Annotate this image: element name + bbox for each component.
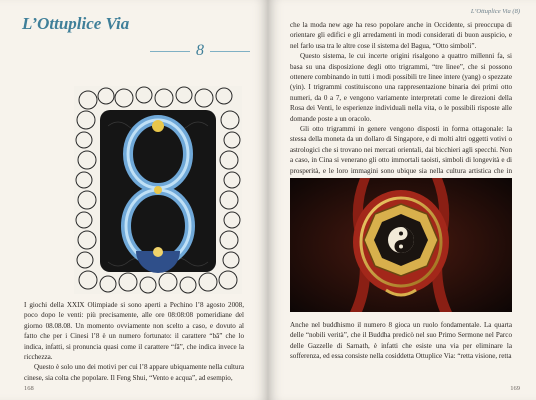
chapter-rule-right (210, 51, 250, 52)
right-body-text-bottom (290, 320, 512, 362)
figure-eight-illustration (74, 86, 242, 294)
right-paragraph-3: Gli otto trigrammi in genere vengono disposti in forma ottagonale: la stessa della moneta da un dollaro di Singapore, e di molti altri oggetti votivi o astrologici che si trovano nei mercati orientali, dai bicchieri agli specchi. Non a caso, in Cina si venerano gli otto immortali taoisti, simboli di longevità e di prosperità, e le loro immagini sono ubique sia nella cultura artistica che in (290, 125, 512, 175)
right-body-text-top (290, 20, 512, 187)
chapter-title: L’Ottuplice Via (22, 14, 130, 33)
chapter-number (150, 42, 250, 60)
left-body-text (24, 300, 244, 383)
running-header: L’Ottuplice Via (8) (470, 8, 520, 15)
right-paragraph-4: Anche nel buddhismo il numero 8 gioca un ruolo fondamentale. La quarta delle “nobili verità”, che il Buddha predicò nel suo Primo Sermone nel Parco delle Gazzelle di Sarnath, è infatti che esiste una via per eliminare la sofferenza, ed essa consiste nella cosiddetta Ottuplice Via: “retta visione, retta (290, 321, 512, 361)
right-page (268, 0, 536, 400)
right-paragraph-1: che la moda new age ha reso popolare anche in Occidente, si preoccupa di orientare gli edifici e gli arredamenti in modi considerati di buon auspicio, e nel farlo usa tra le altre cose il sistema del Bagua, “Otto simboli”. (290, 21, 512, 50)
left-paragraph-2: Questo è solo uno dei motivi per cui l’8 appare ubiquamente nella cultura cinese, sia colta che popolare. Il Feng Shui, “Vento e acqua”, ad esempio, (24, 363, 244, 382)
left-page-number: 168 (24, 385, 34, 392)
chapter-rule-left (150, 51, 190, 52)
left-paragraph-1: I giochi della XXIX Olimpiade si sono aperti a Pechino l’8 agosto 2008, poco dopo le venti: più precisamente, alle ore 08:08:08 pomeridiane del giorno 08.08.08. Un momento ovviamente non scelto a caso, e dovuto al fatto che per i Cinesi l’8 è un numero fortunato: il carattere “bā” che lo indica, infatti, si pronuncia quasi come il carattere “fā”, che indica invece la ricchezza. (24, 301, 244, 362)
bagua-photo (290, 178, 512, 312)
chapter-number-text: 8 (196, 42, 204, 59)
right-page-number: 169 (510, 385, 520, 392)
right-paragraph-2: Questo sistema, le cui incerte origini risalgono a quattro millenni fa, si basa su una disposizione degli otto trigrammi, “tre linee”, che si possono ottenere combinando in tutti i modi possibili tre linee intere (yang) o spezzate (yin). I trigrammi costituiscono una rappresentazione binaria dei primi otto numeri, da 0 a 7, e vengono variamente interpretati come le direzioni della Rosa dei Venti, le esperienze individuali nella vita, o le possibili risposte alle domande poste a un oracolo. (290, 52, 512, 123)
